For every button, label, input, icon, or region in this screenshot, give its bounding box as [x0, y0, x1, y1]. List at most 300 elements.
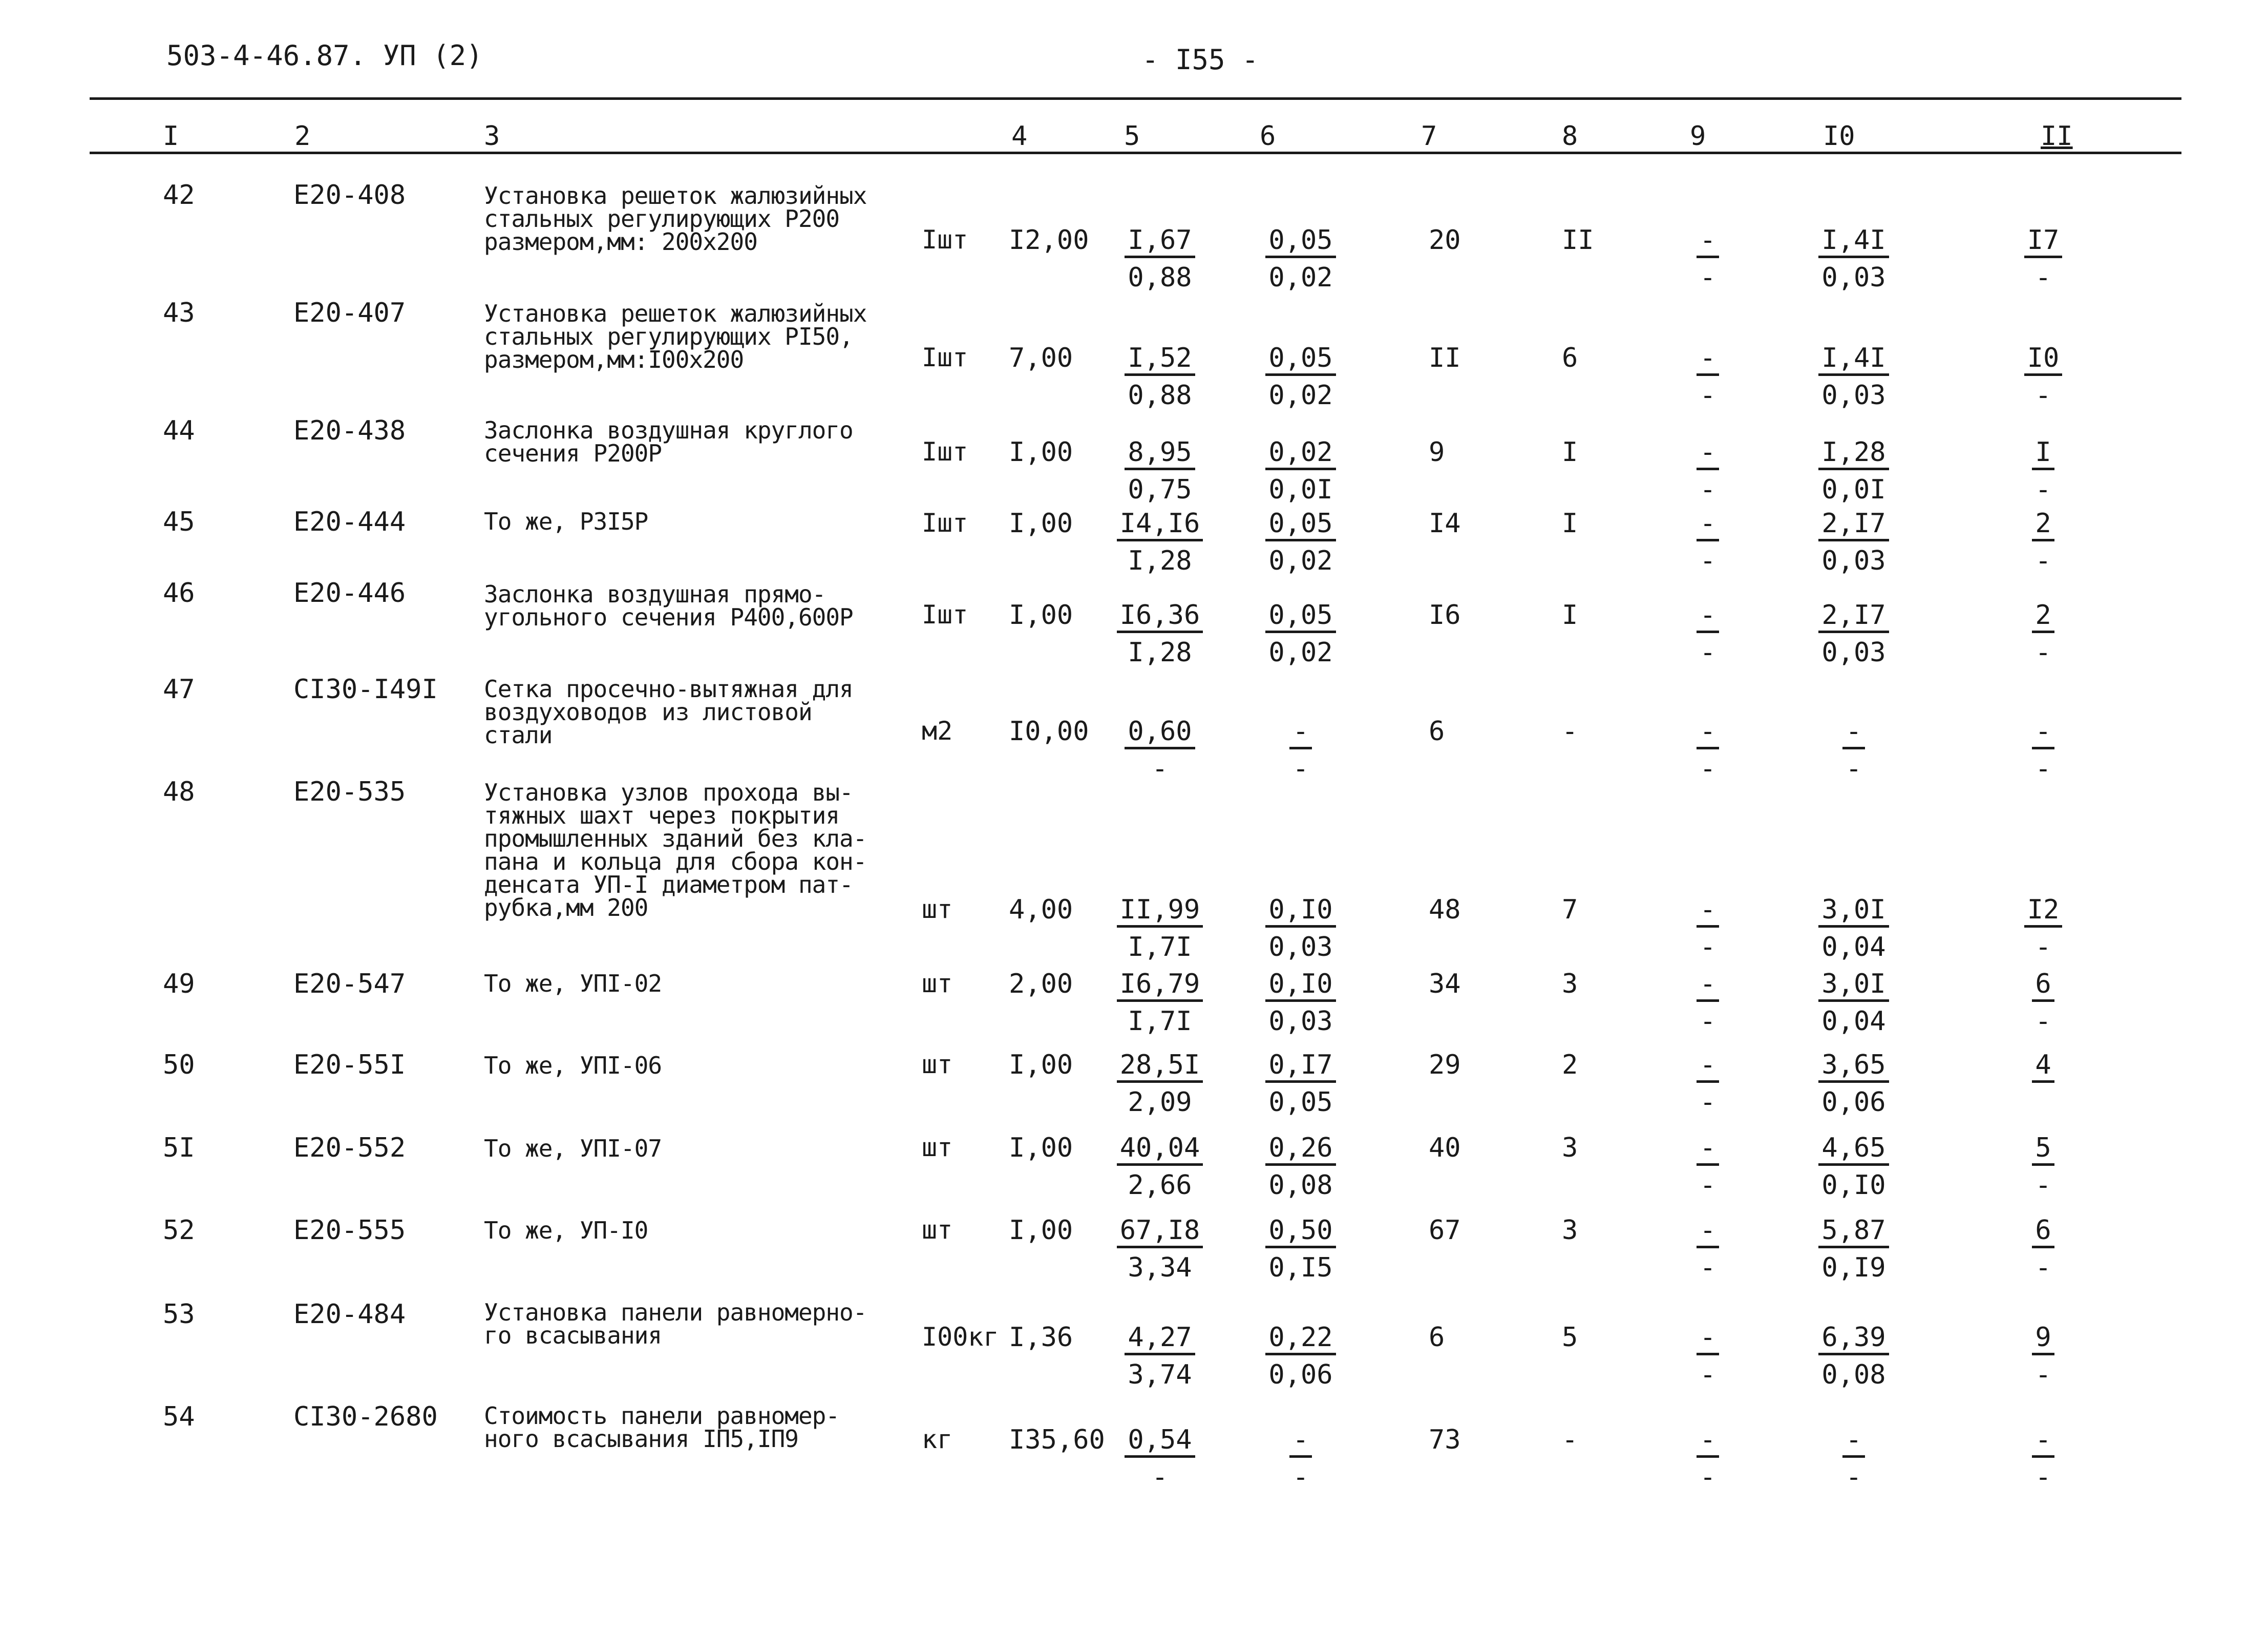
labor-total-denominator: - [2035, 753, 2051, 784]
wage-cost-numerator: 0,05 [1265, 510, 1336, 541]
labor-total-denominator: - [2035, 546, 2051, 576]
wage-cost [1249, 439, 1352, 503]
unit-cost-numerator: 40,04 [1117, 1135, 1203, 1166]
wage-cost-denominator: 0,08 [1268, 1170, 1333, 1201]
rate-code: Е20-408 [293, 180, 406, 211]
machine-cost [1680, 1324, 1736, 1388]
col-header-7: 7 [1421, 121, 1437, 152]
work-description: То же, УПI-02 [484, 970, 662, 997]
unit-cost [1109, 896, 1211, 960]
unit: шт [922, 969, 953, 998]
labor-per-unit-denominator: 0,I0 [1821, 1170, 1886, 1201]
rate-code: Е20-55I [293, 1050, 406, 1080]
total-cost: 9 [1429, 437, 1445, 468]
labor-per-unit-numerator: 5,87 [1818, 1217, 1889, 1248]
labor-per-unit [1803, 718, 1905, 782]
wage-total: 5 [1562, 1322, 1578, 1353]
labor-total [2010, 439, 2076, 503]
machine-cost-numerator: - [1697, 602, 1719, 633]
rate-code: Е20-438 [293, 415, 406, 446]
wage-cost-denominator: 0,02 [1268, 546, 1333, 576]
quantity: I,00 [1009, 1215, 1073, 1246]
labor-total [2010, 602, 2076, 666]
machine-cost [1680, 510, 1736, 574]
unit-cost-numerator: 0,54 [1125, 1427, 1195, 1458]
labor-per-unit-numerator: 2,I7 [1818, 602, 1889, 633]
unit-cost-denominator: 3,74 [1128, 1359, 1192, 1390]
labor-per-unit [1803, 1324, 1905, 1388]
rate-code: Е20-407 [293, 298, 406, 328]
unit-cost-denominator: 2,66 [1128, 1170, 1192, 1201]
labor-total [2010, 1424, 2076, 1493]
work-description: То же, Р3I5Р [484, 508, 648, 535]
labor-total-numerator: I2 [2024, 896, 2063, 928]
labor-total-denominator: - [2035, 1170, 2051, 1201]
row-number: 45 [163, 507, 195, 537]
unit-cost [1109, 345, 1211, 409]
row-number: 5I [163, 1133, 195, 1163]
unit-cost-numerator: 8,95 [1125, 439, 1195, 470]
work-description: То же, УП-I0 [484, 1217, 648, 1244]
quantity: 7,00 [1009, 343, 1073, 373]
labor-per-unit-denominator: 0,03 [1821, 546, 1886, 576]
wage-total: 2 [1562, 1050, 1578, 1080]
labor-per-unit-denominator: 0,0I [1821, 474, 1886, 505]
labor-per-unit-denominator: 0,04 [1821, 1006, 1886, 1037]
labor-total [2010, 971, 2076, 1035]
labor-total-numerator: 4 [2032, 1052, 2054, 1083]
total-cost: 6 [1429, 1322, 1445, 1353]
work-description: Стоимость панели равномер- ного всасывания IП5,IП9 [484, 1402, 840, 1453]
machine-cost-numerator: - [1697, 1052, 1719, 1083]
labor-total-denominator: - [2035, 637, 2051, 668]
quantity: I2,00 [1009, 225, 1089, 256]
labor-per-unit-numerator: I,4I [1818, 345, 1889, 376]
wage-cost-denominator: 0,03 [1268, 1006, 1333, 1037]
labor-per-unit [1803, 1217, 1905, 1281]
machine-cost-denominator: - [1700, 932, 1716, 962]
labor-total-numerator: 6 [2032, 971, 2054, 1002]
labor-per-unit-numerator: 3,0I [1818, 896, 1889, 928]
wage-cost-numerator: 0,05 [1265, 345, 1336, 376]
labor-total-numerator: I7 [2024, 227, 2063, 258]
header-top-rule [90, 97, 2181, 100]
labor-per-unit-denominator: - [1846, 753, 1862, 784]
machine-cost [1680, 602, 1736, 666]
labor-per-unit [1803, 510, 1905, 574]
unit-cost-denominator: I,7I [1128, 932, 1192, 962]
rate-code: Е20-552 [293, 1133, 406, 1163]
machine-cost [1680, 439, 1736, 503]
total-cost: 67 [1429, 1215, 1461, 1246]
wage-total: I [1562, 508, 1578, 539]
wage-cost-denominator: 0,05 [1268, 1087, 1333, 1118]
page-number: - I55 - [1142, 44, 1259, 76]
labor-per-unit-numerator: - [1842, 1427, 1864, 1458]
wage-cost [1249, 896, 1352, 960]
wage-cost-denominator: - [1292, 753, 1309, 784]
col-header-2: 2 [294, 121, 311, 152]
unit-cost-numerator: 28,5I [1117, 1052, 1203, 1083]
unit-cost-numerator: II,99 [1117, 896, 1203, 928]
unit-cost [1109, 1217, 1211, 1281]
labor-total-denominator: - [2035, 262, 2051, 293]
wage-cost [1249, 1135, 1352, 1199]
total-cost: 29 [1429, 1050, 1461, 1080]
col-header-11: II [2041, 121, 2073, 152]
total-cost: 6 [1429, 716, 1445, 747]
wage-cost-numerator: 0,I0 [1265, 896, 1336, 928]
wage-cost-numerator: 0,I7 [1265, 1052, 1336, 1083]
rate-code: Е20-446 [293, 578, 406, 609]
labor-total-denominator: - [2035, 1252, 2051, 1283]
machine-cost [1680, 1135, 1736, 1199]
unit-cost-denominator: I,28 [1128, 637, 1192, 668]
wage-cost-numerator: 0,02 [1265, 439, 1336, 470]
machine-cost-denominator: - [1700, 546, 1716, 576]
labor-per-unit [1803, 971, 1905, 1035]
wage-cost [1249, 510, 1352, 574]
labor-per-unit [1803, 1052, 1905, 1116]
labor-per-unit [1803, 1424, 1905, 1493]
quantity: I,00 [1009, 508, 1073, 539]
labor-total [2010, 227, 2076, 291]
row-number: 54 [163, 1401, 195, 1432]
machine-cost-numerator: - [1697, 1135, 1719, 1166]
quantity: 4,00 [1009, 894, 1073, 925]
labor-per-unit [1803, 602, 1905, 666]
labor-total-numerator: 6 [2032, 1217, 2054, 1248]
wage-total: - [1562, 1424, 1578, 1455]
machine-cost-denominator: - [1700, 637, 1716, 668]
unit-cost-numerator: I6,79 [1117, 971, 1203, 1002]
wage-cost [1249, 602, 1352, 666]
wage-cost-denominator: 0,I5 [1268, 1252, 1333, 1283]
machine-cost-denominator: - [1700, 380, 1716, 411]
machine-cost [1680, 1052, 1736, 1116]
col-header-8: 8 [1562, 121, 1578, 152]
row-number: 44 [163, 415, 195, 446]
rate-code: СI30-I49I [293, 674, 438, 705]
unit-cost [1109, 971, 1211, 1035]
wage-total: 7 [1562, 894, 1578, 925]
labor-per-unit-denominator: 0,03 [1821, 262, 1886, 293]
labor-per-unit-denominator: - [1846, 1462, 1862, 1493]
labor-per-unit-numerator: 4,65 [1818, 1135, 1889, 1166]
unit: кг [922, 1424, 953, 1454]
col-header-3: 3 [484, 121, 500, 152]
labor-total-numerator: I [2032, 439, 2054, 470]
work-description: Установка решеток жалюзийных стальных регулирующих Р200 размером,мм: 200х200 [484, 182, 867, 256]
labor-total-numerator: 9 [2032, 1324, 2054, 1355]
machine-cost [1680, 345, 1736, 409]
machine-cost [1680, 718, 1736, 782]
labor-total-numerator: - [2032, 718, 2054, 749]
labor-total [2010, 1052, 2076, 1089]
labor-total-numerator: I0 [2024, 345, 2063, 376]
machine-cost-numerator: - [1697, 1324, 1719, 1355]
labor-total-denominator: - [2035, 932, 2051, 962]
unit-cost-numerator: 4,27 [1125, 1324, 1195, 1355]
row-number: 43 [163, 298, 195, 328]
col-header-5: 5 [1124, 121, 1140, 152]
machine-cost-numerator: - [1697, 345, 1719, 376]
machine-cost [1680, 227, 1736, 291]
labor-total-numerator: 2 [2032, 602, 2054, 633]
total-cost: 20 [1429, 225, 1461, 256]
row-number: 47 [163, 674, 195, 705]
labor-per-unit-numerator: 3,0I [1818, 971, 1889, 1002]
work-description: Установка решеток жалюзийных стальных регулирующих PI50, размером,мм:I00х200 [484, 300, 867, 373]
labor-total-denominator: - [2035, 380, 2051, 411]
wage-total: 3 [1562, 1133, 1578, 1163]
unit-cost-denominator: 3,34 [1128, 1252, 1192, 1283]
wage-cost [1249, 345, 1352, 409]
total-cost: 34 [1429, 969, 1461, 999]
wage-cost-numerator: 0,I0 [1265, 971, 1336, 1002]
unit-cost-numerator: I,67 [1125, 227, 1195, 258]
quantity: I,00 [1009, 600, 1073, 631]
labor-total-denominator: - [2035, 474, 2051, 505]
quantity: 2,00 [1009, 969, 1073, 999]
unit-cost [1109, 439, 1211, 503]
col-header-1: I [163, 121, 179, 152]
work-description: То же, УПI-07 [484, 1135, 662, 1162]
total-cost: 40 [1429, 1133, 1461, 1163]
col-header-6: 6 [1260, 121, 1276, 152]
total-cost: I6 [1429, 600, 1461, 631]
unit-cost-denominator: I,7I [1128, 1006, 1192, 1037]
row-number: 49 [163, 969, 195, 999]
work-description: То же, УПI-06 [484, 1052, 662, 1079]
labor-per-unit-denominator: 0,I9 [1821, 1252, 1886, 1283]
unit-cost-denominator: 2,09 [1128, 1087, 1192, 1118]
labor-total [2010, 1217, 2076, 1281]
quantity: I0,00 [1009, 716, 1089, 747]
labor-total-numerator: 5 [2032, 1135, 2054, 1166]
labor-total-denominator: - [2035, 1006, 2051, 1037]
wage-cost-numerator: 0,05 [1265, 602, 1336, 633]
wage-total: I [1562, 600, 1578, 631]
total-cost: 48 [1429, 894, 1461, 925]
wage-cost-numerator: - [1289, 718, 1311, 749]
machine-cost-numerator: - [1697, 896, 1719, 928]
quantity: I,36 [1009, 1322, 1073, 1353]
rate-code: Е20-444 [293, 507, 406, 537]
machine-cost [1680, 896, 1736, 960]
wage-total: 3 [1562, 969, 1578, 999]
unit: шт [922, 1133, 953, 1162]
wage-cost [1249, 718, 1352, 782]
total-cost: II [1429, 343, 1461, 373]
col-header-10: I0 [1823, 121, 1855, 152]
unit: шт [922, 1050, 953, 1079]
quantity: I,00 [1009, 437, 1073, 468]
rate-code: Е20-555 [293, 1215, 406, 1246]
labor-per-unit-numerator: I,4I [1818, 227, 1889, 258]
machine-cost [1680, 1217, 1736, 1281]
wage-cost [1249, 971, 1352, 1035]
labor-per-unit-denominator: 0,03 [1821, 637, 1886, 668]
labor-per-unit-denominator: 0,06 [1821, 1087, 1886, 1118]
col-header-9: 9 [1690, 121, 1706, 152]
machine-cost-numerator: - [1697, 1217, 1719, 1248]
row-number: 46 [163, 578, 195, 609]
wage-cost-denominator: - [1292, 1462, 1309, 1493]
work-description: Заслонка воздушная круглого сечения Р200Р [484, 416, 853, 467]
labor-total [2010, 896, 2076, 960]
machine-cost [1680, 971, 1736, 1035]
total-cost: 73 [1429, 1424, 1461, 1455]
wage-cost-denominator: 0,02 [1268, 637, 1333, 668]
unit-cost-numerator: I6,36 [1117, 602, 1203, 633]
machine-cost-denominator: - [1700, 1359, 1716, 1390]
wage-cost-numerator: 0,50 [1265, 1217, 1336, 1248]
wage-cost [1249, 1324, 1352, 1388]
labor-total [2010, 1324, 2076, 1388]
labor-total [2010, 345, 2076, 409]
unit-cost-denominator: I,28 [1128, 546, 1192, 576]
col-header-4: 4 [1011, 121, 1028, 152]
quantity: I35,60 [1009, 1424, 1105, 1455]
machine-cost-denominator: - [1700, 753, 1716, 784]
labor-total [2010, 718, 2076, 782]
header-bottom-rule [90, 152, 2181, 154]
wage-total: 3 [1562, 1215, 1578, 1246]
unit-cost [1109, 227, 1211, 291]
labor-total [2010, 1135, 2076, 1199]
unit: Iшт [922, 225, 968, 255]
unit-cost-numerator: I4,I6 [1117, 510, 1203, 541]
unit: Iшт [922, 600, 968, 630]
work-description: Заслонка воздушная прямо- угольного сечения Р400,600Р [484, 580, 853, 631]
machine-cost-denominator: - [1700, 1252, 1716, 1283]
wage-cost-denominator: 0,0I [1268, 474, 1333, 505]
labor-per-unit-numerator: 6,39 [1818, 1324, 1889, 1355]
unit: шт [922, 1215, 953, 1245]
machine-cost-numerator: - [1697, 439, 1719, 470]
wage-cost-denominator: 0,06 [1268, 1359, 1333, 1390]
labor-total-denominator: - [2035, 1462, 2051, 1493]
labor-per-unit [1803, 1135, 1905, 1199]
unit: м2 [922, 716, 953, 746]
labor-per-unit-denominator: 0,03 [1821, 380, 1886, 411]
wage-cost [1249, 1052, 1352, 1116]
wage-cost-denominator: 0,02 [1268, 380, 1333, 411]
work-description: Установка панели равномерно- го всасывания [484, 1298, 867, 1349]
unit-cost-denominator: - [1152, 753, 1168, 784]
labor-per-unit-denominator: 0,08 [1821, 1359, 1886, 1390]
wage-total: 6 [1562, 343, 1578, 373]
unit-cost [1109, 1135, 1211, 1199]
machine-cost-denominator: - [1700, 1087, 1716, 1118]
labor-total [2010, 510, 2076, 574]
unit-cost [1109, 1052, 1211, 1116]
wage-cost-numerator: 0,22 [1265, 1324, 1336, 1355]
rate-code: Е20-535 [293, 777, 406, 807]
row-number: 50 [163, 1050, 195, 1080]
total-cost: I4 [1429, 508, 1461, 539]
unit-cost-numerator: I,52 [1125, 345, 1195, 376]
unit-cost-denominator: 0,88 [1128, 380, 1192, 411]
unit-cost [1109, 718, 1211, 782]
wage-cost-denominator: 0,02 [1268, 262, 1333, 293]
wage-cost-numerator: 0,05 [1265, 227, 1336, 258]
wage-total: I [1562, 437, 1578, 468]
machine-cost-denominator: - [1700, 1462, 1716, 1493]
unit-cost-denominator: 0,88 [1128, 262, 1192, 293]
unit-cost-denominator: - [1152, 1462, 1168, 1493]
wage-cost [1249, 1217, 1352, 1281]
wage-total: - [1562, 716, 1578, 747]
row-number: 48 [163, 777, 195, 807]
machine-cost-numerator: - [1697, 718, 1719, 749]
machine-cost-denominator: - [1700, 262, 1716, 293]
labor-per-unit-denominator: 0,04 [1821, 932, 1886, 962]
rate-code: СI30-2680 [293, 1401, 438, 1432]
machine-cost-denominator: - [1700, 474, 1716, 505]
unit-cost-numerator: 0,60 [1125, 718, 1195, 749]
unit-cost [1109, 1424, 1211, 1493]
quantity: I,00 [1009, 1133, 1073, 1163]
labor-total-denominator: - [2035, 1359, 2051, 1390]
machine-cost-numerator: - [1697, 971, 1719, 1002]
unit-cost [1109, 1324, 1211, 1388]
labor-per-unit-numerator: - [1842, 718, 1864, 749]
quantity: I,00 [1009, 1050, 1073, 1080]
labor-per-unit [1803, 345, 1905, 409]
labor-per-unit-numerator: 3,65 [1818, 1052, 1889, 1083]
work-description: Сетка просечно-вытяжная для воздуховодов из листовой стали [484, 675, 853, 749]
wage-cost [1249, 1424, 1352, 1493]
wage-cost-numerator: - [1289, 1427, 1311, 1458]
work-description: Установка узлов прохода вы- тяжных шахт через покрытия промышленных зданий без кла- пана и кольца для сбора кон- денсата УП-I диаметром пат- рубка,мм 200 [484, 779, 867, 921]
row-number: 52 [163, 1215, 195, 1246]
labor-per-unit-numerator: I,28 [1818, 439, 1889, 470]
wage-cost [1249, 227, 1352, 291]
unit: Iшт [922, 343, 968, 372]
labor-per-unit [1803, 227, 1905, 291]
labor-per-unit [1803, 896, 1905, 960]
unit: I00кг [922, 1322, 999, 1352]
wage-total: II [1562, 225, 1594, 256]
labor-total-numerator: - [2032, 1427, 2054, 1458]
labor-total-numerator: 2 [2032, 510, 2054, 541]
rate-code: Е20-484 [293, 1299, 406, 1330]
machine-cost-numerator: - [1697, 1427, 1719, 1458]
unit: шт [922, 894, 953, 924]
rate-code: Е20-547 [293, 969, 406, 999]
labor-per-unit [1803, 439, 1905, 503]
wage-cost-denominator: 0,03 [1268, 932, 1333, 962]
row-number: 42 [163, 180, 195, 211]
unit: Iшт [922, 437, 968, 467]
unit-cost-numerator: 67,I8 [1117, 1217, 1203, 1248]
wage-cost-numerator: 0,26 [1265, 1135, 1336, 1166]
machine-cost-denominator: - [1700, 1006, 1716, 1037]
machine-cost-numerator: - [1697, 510, 1719, 541]
machine-cost-denominator: - [1700, 1170, 1716, 1201]
row-number: 53 [163, 1299, 195, 1330]
unit-cost [1109, 510, 1211, 574]
unit-cost-denominator: 0,75 [1128, 474, 1192, 505]
machine-cost [1680, 1424, 1736, 1493]
unit-cost [1109, 602, 1211, 666]
labor-per-unit-numerator: 2,I7 [1818, 510, 1889, 541]
unit: Iшт [922, 508, 968, 538]
document-code: 503-4-46.87. УП (2) [166, 39, 483, 72]
machine-cost-numerator: - [1697, 227, 1719, 258]
